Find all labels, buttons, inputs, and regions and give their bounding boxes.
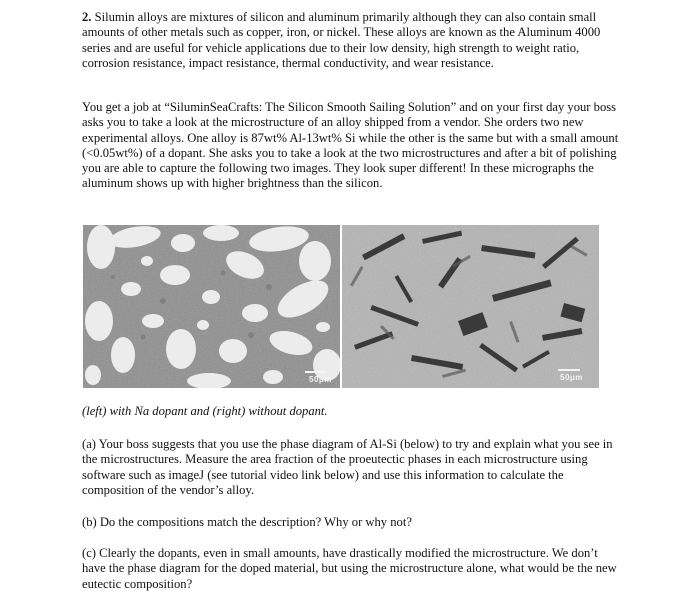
micrograph-left-na-doped xyxy=(83,225,340,388)
figure-caption: (left) with Na dopant and (right) without dopant. xyxy=(82,404,328,418)
micrograph-right-image xyxy=(342,225,599,388)
part-c-paragraph: (c) Clearly the dopants, even in small amounts, have drastically modified the microstructure. We don’t have the phase diagram for the doped material, but using the microstructure alone, what would be the new eutectic composition? xyxy=(82,546,617,591)
scalebar-left xyxy=(305,371,327,373)
scale-label-left: 50μm xyxy=(309,375,332,384)
micrograph-right-undoped xyxy=(342,225,599,388)
question-intro-paragraph xyxy=(82,10,622,71)
question-intro-text: Silumin alloys are mixtures of silicon and aluminum primarily although they can also contain small amounts of other metals such as copper, iron, or nickel. These alloys are known as the Aluminum 4000 series and are useful for vehicle applications due to their low density, high strength to weight ratio, corrosion resistance, impact resistance, thermal conductivity, and wear resistance. xyxy=(82,10,601,70)
part-a-paragraph: (a) Your boss suggests that you use the phase diagram of Al-Si (below) to try and explain what you see in the microstructures. Measure the area fraction of the proeutectic phases in each microstructure using software such as imageJ (see tutorial video link below) and use this information to calculate the composition of the vendor’s alloy. xyxy=(82,437,613,497)
micrograph-left-image xyxy=(83,225,340,388)
scalebar-right xyxy=(558,369,580,371)
scale-label-right: 50μm xyxy=(560,373,583,382)
part-b-paragraph: (b) Do the compositions match the description? Why or why not? xyxy=(82,515,412,529)
question-number: 2. xyxy=(82,10,92,24)
scenario-paragraph: You get a job at “SiluminSeaCrafts: The Silicon Smooth Sailing Solution” and on your first day your boss asks you to take a look at the microstructure of an alloy shipped from a vendor. She orders two new experimental alloys. One alloy is 87wt% Al-13wt% Si while the other is the same but with a small amount (<0.05wt%) of a dopant. She asks you to take a look at the two microstructures and after a bit of polishing you are able to capture the following two images. They look super different! In these micrographs the aluminum shows up with higher brightness than the silicon. xyxy=(82,100,619,191)
